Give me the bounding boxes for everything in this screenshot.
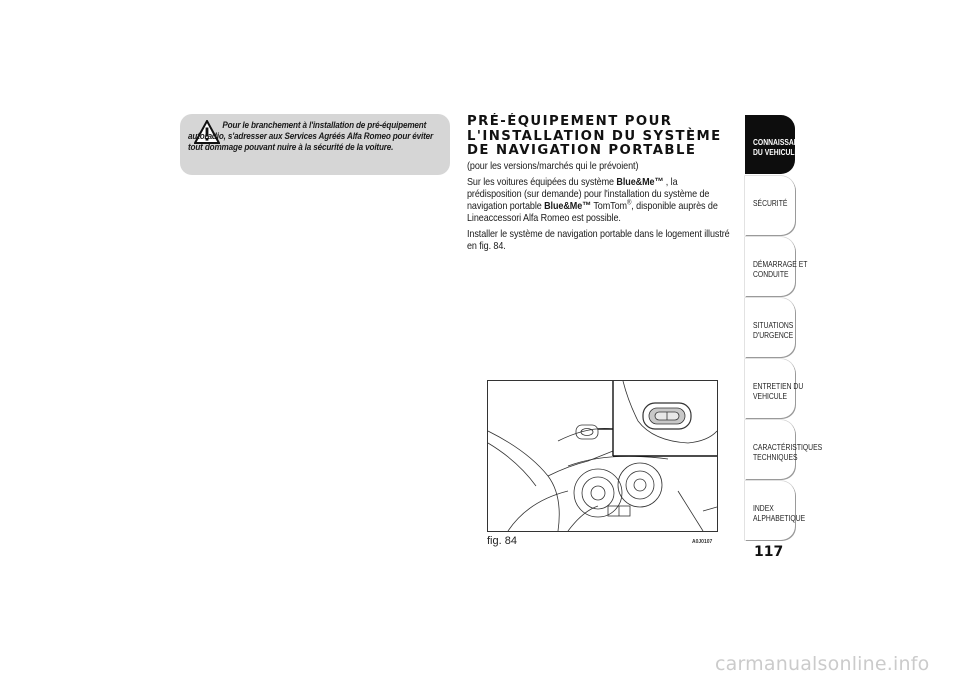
figure-84 xyxy=(487,380,718,532)
section-title-line-3: DE NAVIGATION PORTABLE xyxy=(467,143,697,158)
dashboard-illustration xyxy=(488,381,717,531)
tab-label-line-1: SÉCURITÉ xyxy=(753,198,788,208)
tab-caracteristiques-techniques[interactable] xyxy=(745,420,823,479)
warning-box xyxy=(180,114,450,175)
tab-label-line-2: TECHNIQUES xyxy=(753,452,798,462)
tab-connaissance-du-vehicule[interactable] xyxy=(745,115,809,174)
brand-blue-me-2: Blue&Me™ xyxy=(544,200,592,212)
tab-label-line-1: DÉMARRAGE ET xyxy=(753,259,808,269)
p1-text-a: Sur les voitures équipées du système xyxy=(467,176,617,188)
section-body xyxy=(467,160,734,256)
tab-demarrage-et-conduite[interactable] xyxy=(745,237,808,296)
tab-label-line-2: VEHICULE xyxy=(753,391,788,401)
paragraph-1 xyxy=(467,176,734,224)
registered-mark: ® xyxy=(626,199,632,207)
tab-label-line-2: DU VEHICULE xyxy=(753,147,800,157)
tab-label-line-2: ALPHABETIQUE xyxy=(753,513,806,523)
watermark: carmanualsonline.info xyxy=(715,653,930,675)
tab-label-line-1: CARACTÉRISTIQUES xyxy=(753,442,823,452)
brand-blue-me-1: Blue&Me™ xyxy=(616,176,664,188)
tab-entretien-du-vehicule[interactable] xyxy=(745,359,804,418)
chapter-tabs xyxy=(745,115,823,542)
page-number: 117 xyxy=(754,544,784,560)
tab-label-line-1: ENTRETIEN DU xyxy=(753,381,804,391)
tab-index-alphabetique[interactable] xyxy=(745,481,806,540)
tab-label-line-2: CONDUITE xyxy=(753,269,789,279)
tab-label-line-1: CONNAISSANCE xyxy=(753,137,809,147)
tab-securite[interactable] xyxy=(745,176,795,235)
tab-label-line-2: D'URGENCE xyxy=(753,330,794,340)
paragraph-2: Installer le système de navigation portable dans le logement illustré en fig. 84. xyxy=(467,228,730,252)
section-title-line-2: L'INSTALLATION DU SYSTÈME xyxy=(467,128,722,144)
tab-label-line-1: INDEX xyxy=(753,503,774,513)
tab-label-line-1: SITUATIONS xyxy=(753,320,794,330)
p1-text-b: , la prédisposition (sur demande) pour l'installation du système de navigation portable xyxy=(467,176,710,212)
section-title-line-1: PRÉ-ÉQUIPEMENT POUR xyxy=(467,114,673,129)
p1-text-d: , disponible auprès de Lineaccessori Alfa Romeo est possible. xyxy=(467,200,718,224)
figure-caption: fig. 84 xyxy=(487,535,517,547)
tab-situations-d-urgence[interactable] xyxy=(745,298,795,357)
p1-text-c: TomTom xyxy=(591,200,627,212)
section-title xyxy=(467,115,722,159)
figure-code: A0J0107 xyxy=(692,539,713,545)
section-subtitle: (pour les versions/marchés qui le prévoient) xyxy=(467,160,639,172)
warning-text: Pour le branchement à l'installation de pré-équipement autoradio, s'adresser aux Services Agréés Alfa Romeo pour éviter tout dommage pouvant nuire à la sécurité de la voiture. xyxy=(188,120,434,153)
